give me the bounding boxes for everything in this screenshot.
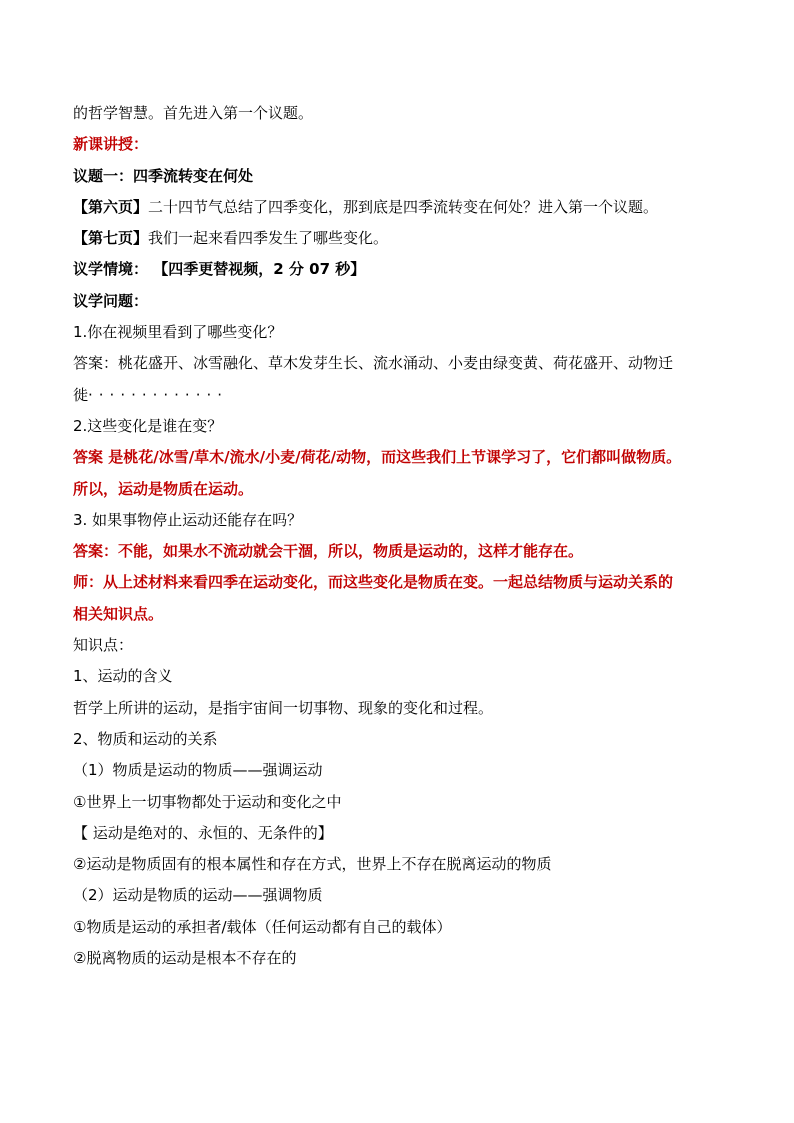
answer-3: 答案：不能，如果水不流动就会干涸，所以，物质是运动的，这样才能存在。 [73,542,584,561]
situation-line [73,254,725,285]
question-1: 1.你在视频里看到了哪些变化？ [73,323,283,342]
answer-1-ellipsis: ············· [88,385,229,404]
teacher-line-2: 相关知识点。 [73,604,164,623]
questions-heading: 议学问题： [73,291,149,310]
page6-text: 二十四节气总结了四季变化，那到底是四季流转变在何处？进入第一个议题。 [148,197,659,216]
knowledge-2-2: （2）运动是物质的运动——强调物质 [73,886,323,905]
page7-tag: 【第七页】 [73,229,149,248]
knowledge-2-title: 2、物质和运动的关系 [73,729,218,748]
knowledge-2-1-a: ①世界上一切事物都处于运动和变化之中 [73,792,342,811]
situation-text: 【四季更替视频，2 分 07 秒】 [153,260,366,279]
question-2: 2.这些变化是谁在变？ [73,416,223,435]
page6-line [73,192,725,223]
answer-1-line-1: 答案：桃花盛开、冰雪融化、草木发芽生长、流水涌动、小麦由绿变黄、荷花盛开、动物迁 [73,354,674,373]
new-lesson-heading: 新课讲授： [73,135,149,154]
knowledge-1-text: 哲学上所讲的运动，是指宇宙间一切事物、现象的变化和过程。 [73,698,494,717]
answer-2-line-1: 答案 是桃花/冰雪/草木/流水/小麦/荷花/动物，而这些我们上节课学习了，它们都叫做物质。 [73,448,682,467]
topic1-heading: 议题一：四季流转变在何处 [73,166,254,185]
intro-line: 的哲学智慧。首先进入第一个议题。 [73,104,314,122]
page7-line [73,223,725,254]
document-page [73,98,725,974]
knowledge-2-1: （1）物质是运动的物质——强调运动 [73,761,323,780]
answer-2-line-2: 所以，运动是物质在运动。 [73,479,254,498]
knowledge-2-1-note: 【 运动是绝对的、永恒的、无条件的】 [73,823,333,842]
answer-1-line-2 [73,380,725,411]
answer-1-text: 徙 [73,385,89,404]
knowledge-2-2-b: ②脱离物质的运动是根本不存在的 [73,949,297,968]
question-3: 3. 如果事物停止运动还能存在吗？ [73,510,303,529]
knowledge-1-title: 1、运动的含义 [73,667,173,686]
situation-label: 议学情境： [73,260,149,279]
knowledge-heading: 知识点： [73,636,134,655]
teacher-line-1: 师：从上述材料来看四季在运动变化，而这些变化是物质在变。一起总结物质与运动关系的 [73,573,674,592]
knowledge-2-2-a: ①物质是运动的承担者/载体（任何运动都有自己的载体） [73,917,452,936]
page6-tag: 【第六页】 [73,197,149,216]
knowledge-2-1-b: ②运动是物质固有的根本属性和存在方式，世界上不存在脱离运动的物质 [73,855,552,874]
page7-text: 我们一起来看四季发生了哪些变化。 [148,229,389,248]
